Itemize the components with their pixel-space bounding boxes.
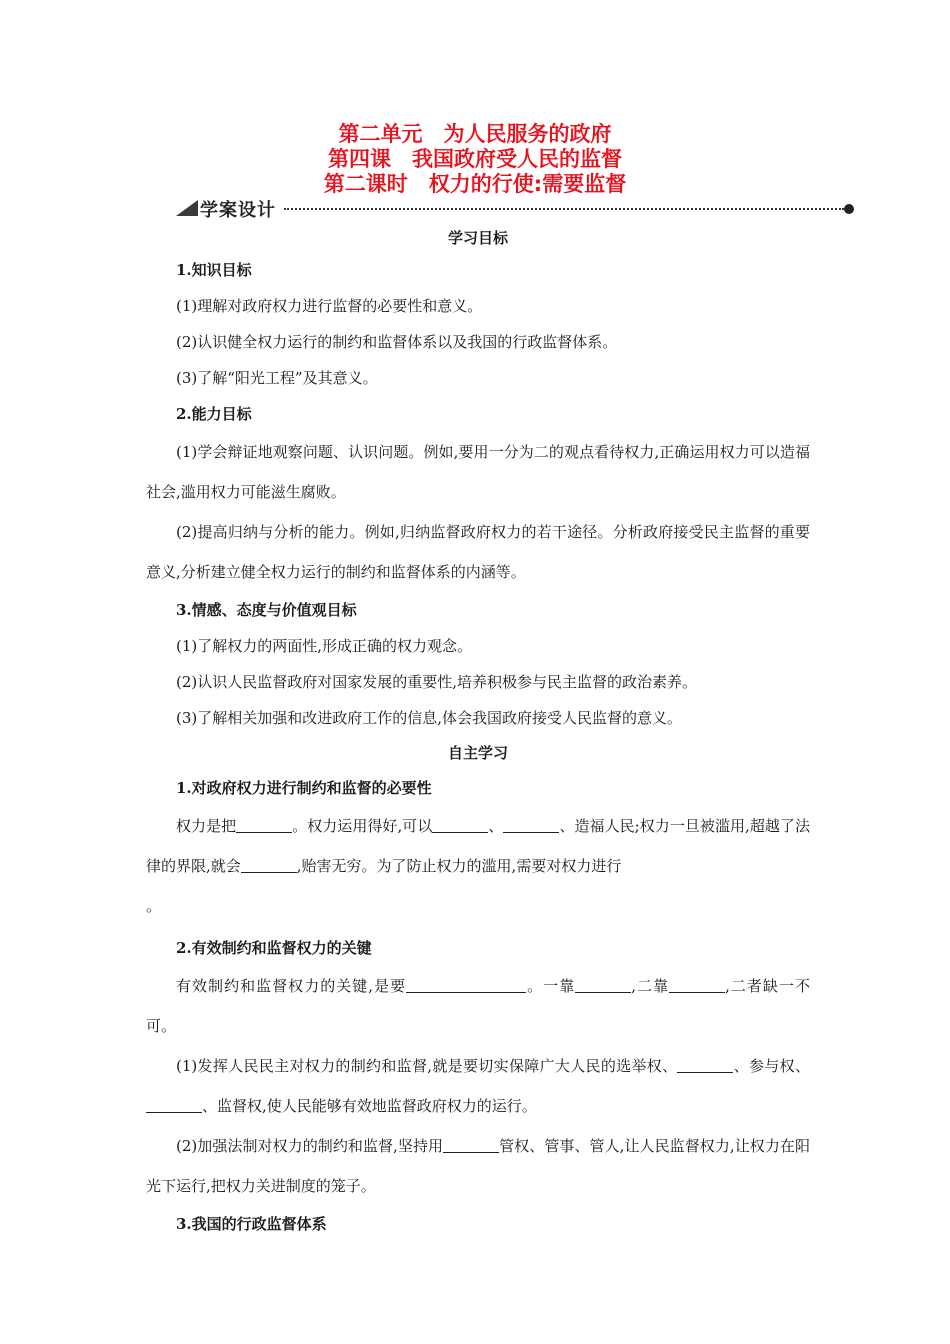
fill-blank[interactable] [432, 817, 488, 833]
banner-label: 学案设计 [200, 200, 276, 221]
unit-title: 第二单元 为人民服务的政府 [338, 122, 612, 146]
text: ,贻害无穷。为了防止权力的滥用,需要对权力进行 [296, 857, 622, 875]
knowledge-goal-item: (3)了解“阳光工程”及其意义。 [176, 369, 378, 387]
triangle-icon [176, 200, 198, 216]
text: 管权、管事、管人,让人民监督权力,让权力在阳光下运行,把权力关进制度的笼子。 [146, 1137, 810, 1195]
emotion-goal-item: (1)了解权力的两面性,形成正确的权力观念。 [176, 637, 473, 655]
fill-blank[interactable] [669, 977, 725, 993]
s2-paragraph-c [146, 1126, 810, 1206]
s1-paragraph [146, 806, 810, 926]
text: ,二靠 [631, 977, 670, 995]
fill-blank[interactable] [443, 1137, 499, 1153]
knowledge-goal-title: 1.知识目标 [176, 261, 252, 279]
text: ,二者缺一不可。 [146, 977, 810, 1035]
ability-goal-para-1: (1)学会辩证地观察问题、认识问题。例如,要用一分为二的观点看待权力,正确运用权力可以造福社会,滥用权力可能滋生腐败。 [146, 443, 810, 501]
text: 。权力运用得好,可以 [292, 817, 433, 835]
knowledge-goal-item: (2)认识健全权力运行的制约和监督体系以及我国的行政监督体系。 [176, 333, 618, 351]
text: 、 [488, 817, 504, 835]
ability-goal-title: 2.能力目标 [176, 405, 252, 423]
s2-paragraph-b [146, 1046, 810, 1126]
lesson-title: 第四课 我国政府受人民的监督 [328, 147, 622, 171]
text: 、参与权、 [733, 1057, 810, 1075]
goals-heading: 学习目标 [447, 229, 508, 247]
text: 有效制约和监督权力的关键,是要 [176, 977, 407, 995]
dotted-divider [284, 208, 844, 210]
s3-title: 3.我国的行政监督体系 [176, 1215, 327, 1233]
fill-blank[interactable] [575, 977, 631, 993]
knowledge-goal-item: (1)理解对政府权力进行监督的必要性和意义。 [176, 297, 483, 315]
emotion-goal-item: (3)了解相关加强和改进政府工作的信息,体会我国政府接受人民监督的意义。 [176, 709, 683, 727]
s2-paragraph-a [146, 966, 810, 1046]
fill-blank[interactable] [236, 817, 292, 833]
text: 、造福人民;权力一旦被滥用,超越了法律的界限,就会 [146, 817, 810, 875]
fill-blank[interactable] [503, 817, 559, 833]
period-title: 第二课时 权力的行使:需要监督 [323, 172, 627, 196]
s1-title: 1.对政府权力进行制约和监督的必要性 [176, 779, 432, 797]
fill-blank[interactable] [406, 977, 526, 993]
title-block [0, 122, 950, 197]
emotion-goal-item: (2)认识人民监督政府对国家发展的重要性,培养积极参与民主监督的政治素养。 [176, 673, 698, 691]
text: (1)发挥人民民主对权力的制约和监督,就是要切实保障广大人民的选举权、 [176, 1057, 678, 1075]
text: 。一靠 [526, 977, 576, 995]
s2-title: 2.有效制约和监督权力的关键 [176, 939, 372, 957]
text: (2)加强法制对权力的制约和监督,坚持用 [176, 1137, 444, 1155]
self-study-heading: 自主学习 [447, 744, 508, 762]
fill-blank[interactable] [677, 1057, 733, 1073]
section-banner [172, 196, 862, 222]
emotion-goal-title: 3.情感、态度与价值观目标 [176, 601, 357, 619]
text: 。 [146, 897, 162, 915]
content [146, 226, 810, 1242]
fill-blank[interactable] [146, 1097, 202, 1113]
ability-goal-para-2: (2)提高归纳与分析的能力。例如,归纳监督政府权力的若干途径。分析政府接受民主监督的重要意义,分析建立健全权力运行的制约和监督体系的内涵等。 [146, 523, 810, 581]
text: 、监督权,使人民能够有效地监督政府权力的运行。 [202, 1097, 537, 1115]
fill-blank[interactable] [241, 857, 297, 873]
divider-end-dot [844, 204, 854, 214]
text: 权力是把 [176, 817, 237, 835]
